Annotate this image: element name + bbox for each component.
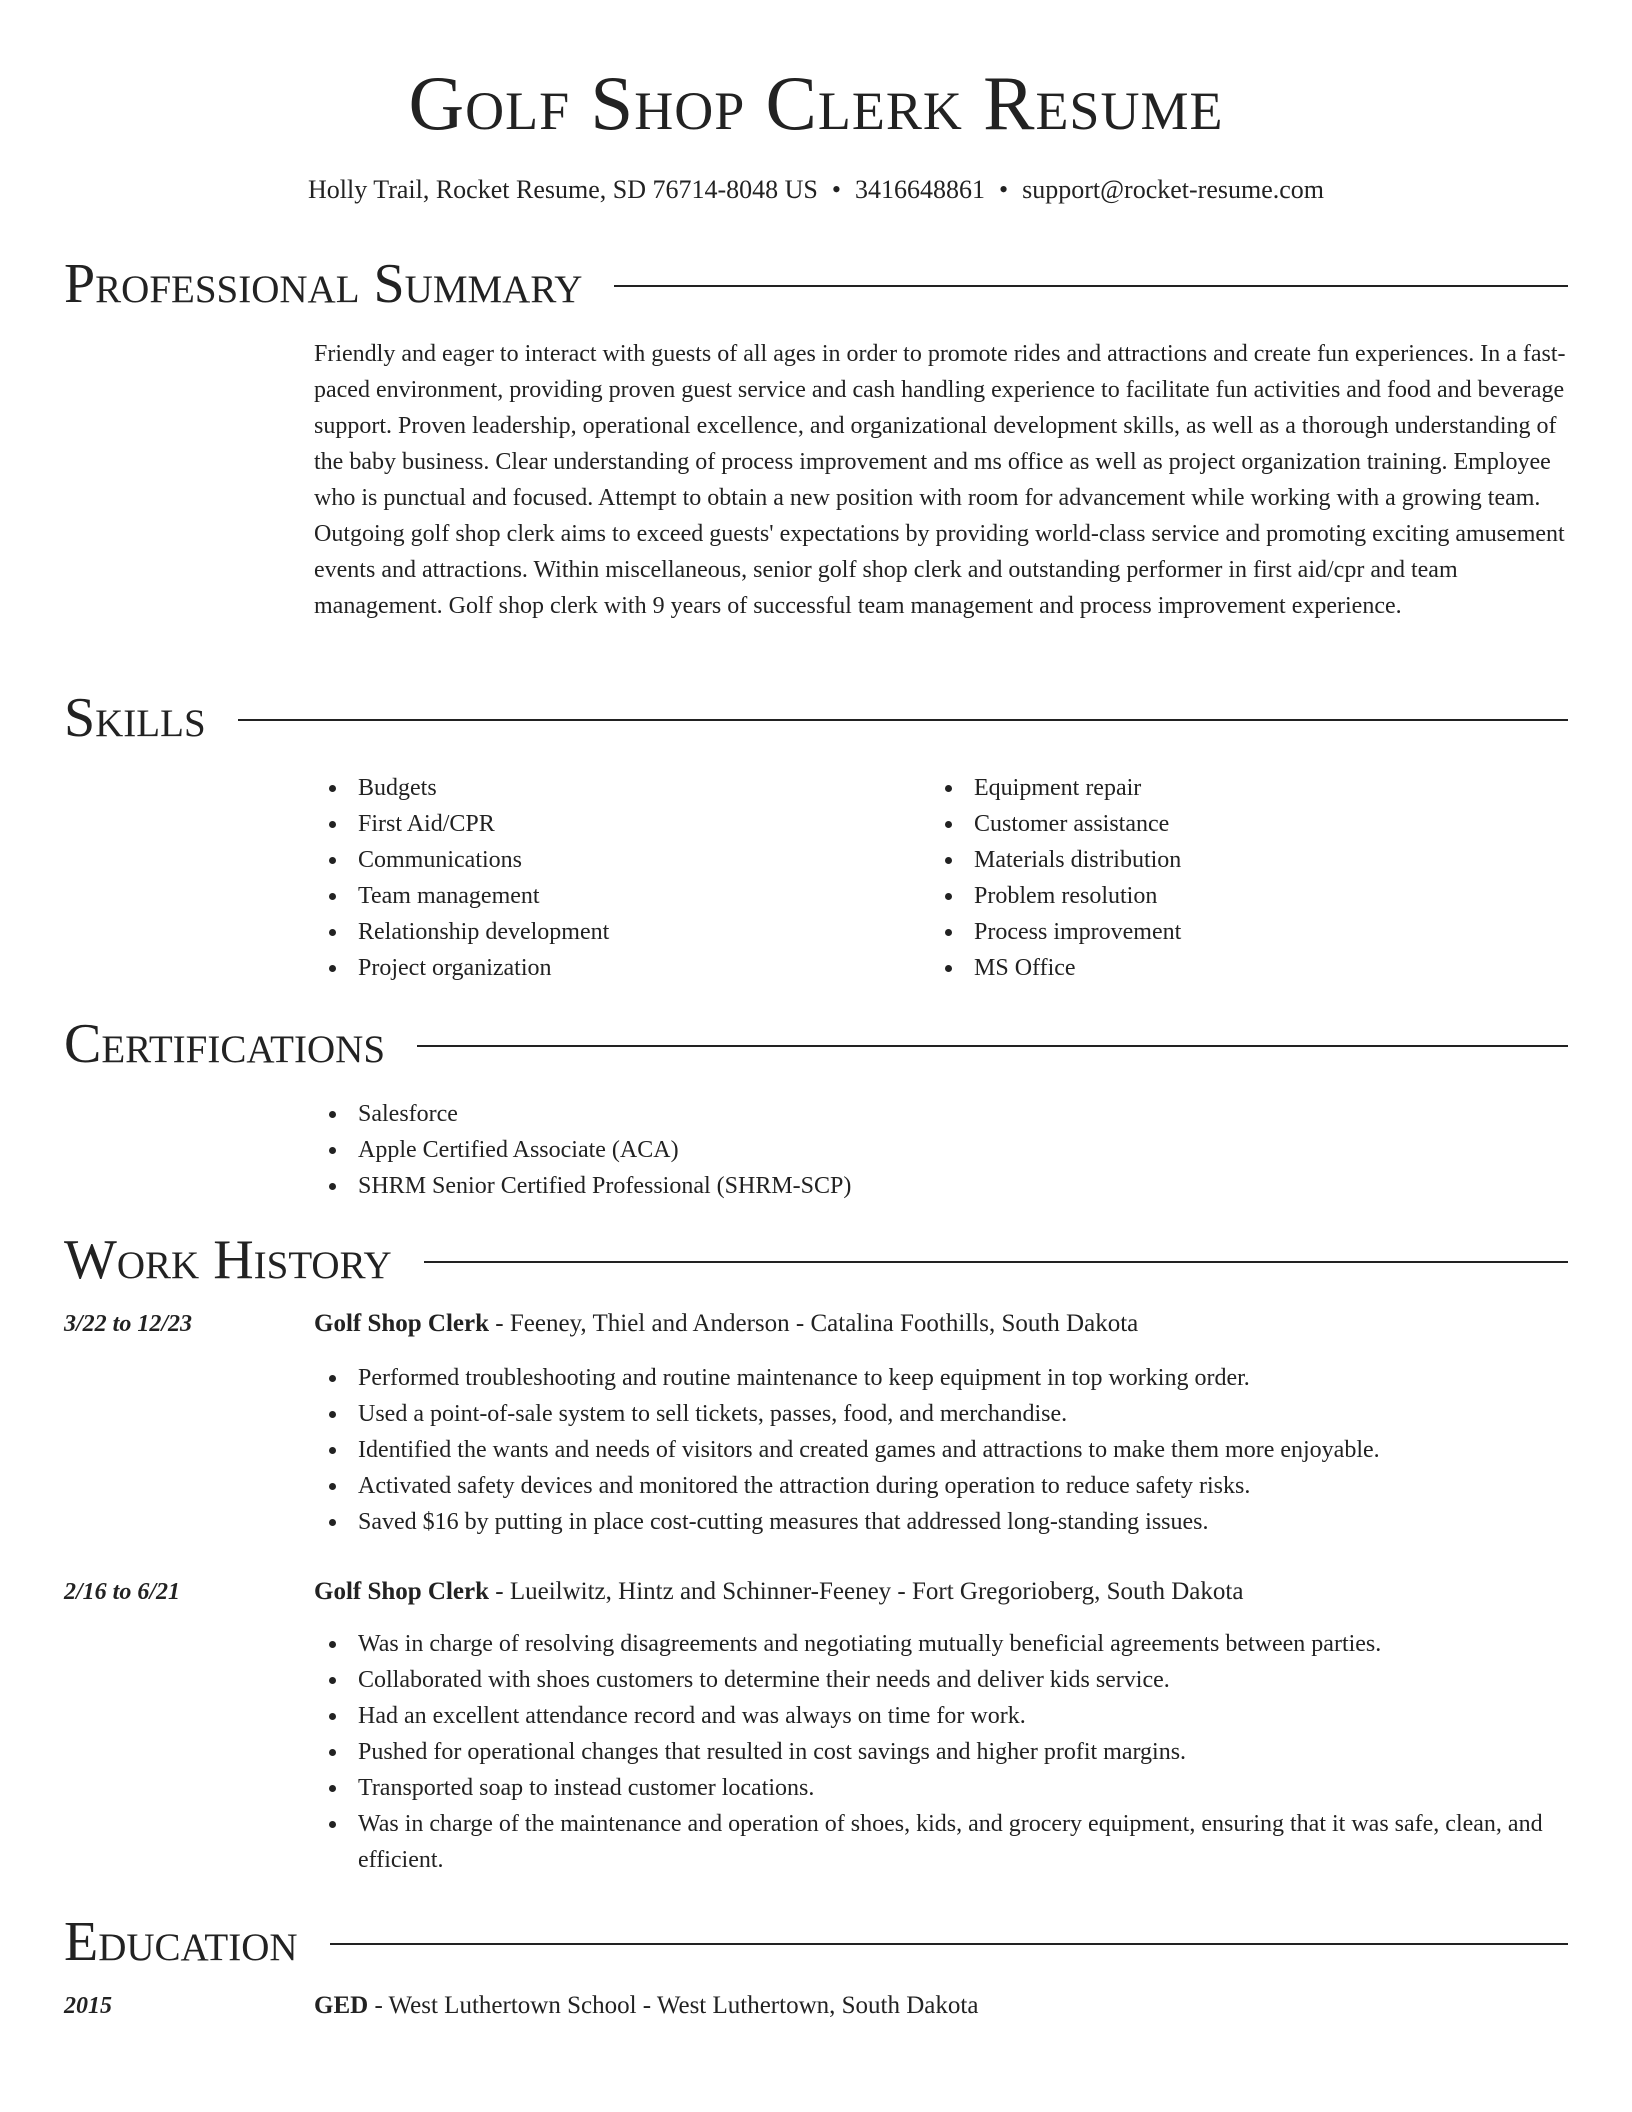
job-bullets (314, 1360, 1570, 1540)
job-details: - Lueilwitz, Hintz and Schinner-Feeney - Fort Gregorioberg, South Dakota (489, 1578, 1244, 1605)
job-bullet: Was in charge of the maintenance and operation of shoes, kids, and grocery equipment, ensuring that it was safe, clean, and efficient. (314, 1806, 1570, 1878)
education-year: 2015 (64, 1993, 112, 2019)
skill-item: MS Office (930, 950, 1530, 986)
job-bullet: Pushed for operational changes that resulted in cost savings and higher profit margins. (314, 1734, 1570, 1770)
certification-item: Salesforce (314, 1096, 1570, 1132)
skill-item: Customer assistance (930, 806, 1530, 842)
skill-item: Communications (314, 842, 914, 878)
job-dates: 3/22 to 12/23 (64, 1311, 193, 1337)
skills-right-column (930, 770, 1530, 986)
resume-title: Golf Shop Clerk Resume (408, 60, 1224, 146)
job-dates: 2/16 to 6/21 (64, 1579, 181, 1605)
job-bullet: Saved $16 by putting in place cost-cutting measures that addressed long-standing issues. (314, 1504, 1570, 1540)
education-details: - West Luthertown School - West Luthertown, South Dakota (368, 1992, 979, 2019)
job-bullet: Was in charge of resolving disagreements and negotiating mutually beneficial agreements between parties. (314, 1626, 1570, 1662)
section-skills (64, 686, 1568, 750)
job-details: - Feeney, Thiel and Anderson - Catalina Foothills, South Dakota (489, 1310, 1139, 1337)
section-education (64, 1910, 1568, 1974)
section-rule (417, 1045, 1568, 1047)
skills-left-column (314, 770, 914, 986)
job-bullet: Had an excellent attendance record and was always on time for work. (314, 1698, 1570, 1734)
section-heading: Certifications (64, 1013, 386, 1075)
job-bullet: Collaborated with shoes customers to determine their needs and deliver kids service. (314, 1662, 1570, 1698)
separator-dot: • (999, 175, 1009, 204)
job-bullet: Identified the wants and needs of visitors and created games and attractions to make them more enjoyable. (314, 1432, 1570, 1468)
job-bullet: Activated safety devices and monitored the attraction during operation to reduce safety risks. (314, 1468, 1570, 1504)
job-bullet: Used a point-of-sale system to sell tickets, passes, food, and merchandise. (314, 1396, 1570, 1432)
job-title: Golf Shop Clerk (314, 1310, 490, 1337)
job-bullet: Transported soap to instead customer locations. (314, 1770, 1570, 1806)
separator-dot: • (831, 175, 841, 204)
section-heading: Education (64, 1911, 298, 1973)
certification-item: SHRM Senior Certified Professional (SHRM-SCP) (314, 1168, 1570, 1204)
skill-item: Process improvement (930, 914, 1530, 950)
skill-item: Relationship development (314, 914, 914, 950)
section-heading: Skills (64, 687, 206, 749)
section-rule (424, 1261, 1568, 1263)
summary-text: Friendly and eager to interact with guests of all ages in order to promote rides and attractions and create fun experiences. In a fast-paced environment, providing proven guest service and cash handling experience to facilitate fun activities and food and beverage support. Proven leadership, operational excellence, and organizational development skills, as well as a thorough understanding of the baby business. Clear understanding of process improvement and ms office as well as project organization training. Employee who is punctual and focused. Attempt to obtain a new position with room for advancement while working with a growing team. Outgoing golf shop clerk aims to exceed guests' expectations by providing world-class service and promoting exciting amusement events and attractions. Within miscellaneous, senior golf shop clerk and outstanding performer in first aid/cpr and team management. Golf shop clerk with 9 years of successful team management and process improvement experience. (314, 341, 1566, 619)
skill-item: First Aid/CPR (314, 806, 914, 842)
section-work-history (64, 1228, 1568, 1292)
job-heading (314, 1574, 1570, 1610)
skill-item: Budgets (314, 770, 914, 806)
address: Holly Trail, Rocket Resume, SD 76714-8048 US (307, 175, 818, 204)
job-title: Golf Shop Clerk (314, 1578, 490, 1605)
job-bullets (314, 1626, 1570, 1878)
skill-item: Problem resolution (930, 878, 1530, 914)
job-heading (314, 1306, 1570, 1342)
section-heading: Work History (64, 1229, 392, 1291)
certification-item: Apple Certified Associate (ACA) (314, 1132, 1570, 1168)
contact-line (0, 174, 1632, 206)
phone: 3416648861 (855, 175, 985, 204)
certifications-list (314, 1096, 1570, 1204)
section-rule (238, 719, 1568, 721)
section-professional-summary (64, 252, 1568, 316)
skill-item: Team management (314, 878, 914, 914)
email: support@rocket-resume.com (1022, 175, 1325, 204)
section-rule (330, 1943, 1568, 1945)
section-heading: Professional Summary (64, 253, 583, 315)
job-bullet: Performed troubleshooting and routine maintenance to keep equipment in top working order. (314, 1360, 1570, 1396)
skill-item: Project organization (314, 950, 914, 986)
skill-item: Materials distribution (930, 842, 1530, 878)
skill-item: Equipment repair (930, 770, 1530, 806)
section-rule (614, 285, 1568, 287)
education-line (314, 1988, 1570, 2024)
degree: GED (314, 1992, 369, 2019)
section-certifications (64, 1012, 1568, 1076)
